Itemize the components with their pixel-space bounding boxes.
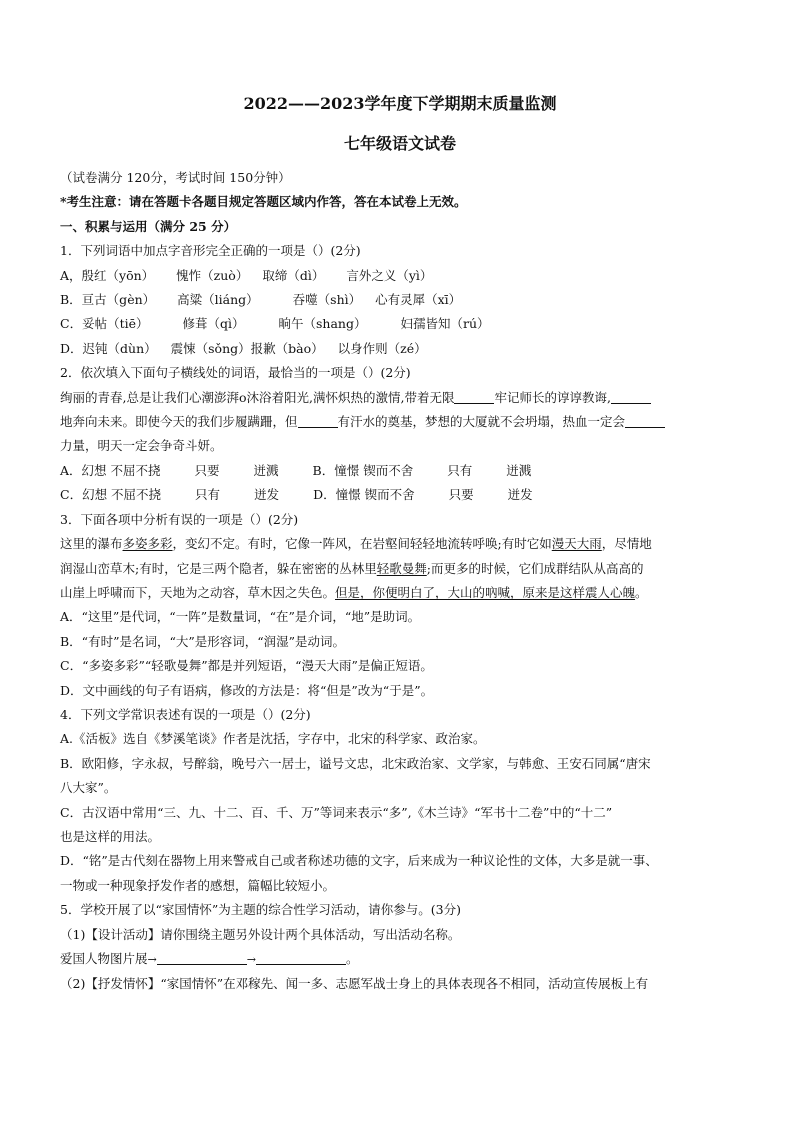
q1-d-3: 以身作则（zé） <box>337 340 427 356</box>
q3-option-c: C．“多姿多彩”“轻歌曼舞”都是并列短语，“漫天大雨”是偏正短语。 <box>60 658 433 674</box>
q5-text: 。 <box>345 951 359 966</box>
q2-passage-line2 <box>60 410 740 434</box>
q2-text: 地奔向未来。即使今天的我们步履蹒跚，但 <box>60 414 298 430</box>
q4-option-c-line1: C．古汉语中常用“三、九、十二、百、千、万”等词来表示“多”,《木兰诗》“军书十二卷”中的“十二” <box>60 804 613 820</box>
arrow-icon: → <box>147 953 157 966</box>
q3-underlined: 轻歌曼舞 <box>376 560 427 576</box>
q4-option-b-line2: 八大家”。 <box>60 780 117 796</box>
q3-option-d: D．文中画线的句子有语病，修改的方法是：将“但是”改为“于是”。 <box>60 682 434 698</box>
q2-b-2: 只有 <box>447 462 473 478</box>
q2-a-2: 只要 <box>194 462 220 478</box>
q1-option-a <box>60 264 740 288</box>
q3-passage-line3 <box>60 581 740 605</box>
q5-sub1: （1)【设计活动】请你围绕主题另外设计两个具体活动，写出活动名称。 <box>60 926 461 942</box>
q5-stem: 5．学校开展了以“家国情怀”为主题的综合性学习活动，请你参与。(3分) <box>60 902 461 918</box>
q2-a-1: A．幻想 不屈不挠 <box>60 462 161 478</box>
exam-info: （试卷满分 120分，考试时间 150分钟） <box>60 170 291 185</box>
q3-text: 润湿山峦草木;有时，它是三两个隐者，躲在密密的丛林里 <box>60 560 377 576</box>
q3-stem: 3．下面各项中分析有误的一项是（）(2分) <box>60 511 299 527</box>
q4-option-d-line1: D．“铭”是古代刻在器物上用来警戒自己或者称述功德的文字，后来成为一种议论性的文体，大多是就一事、 <box>60 853 658 869</box>
answer-blank <box>157 950 247 965</box>
q1-b-2: 高粱（liáng） <box>177 292 259 308</box>
q2-passage-line1 <box>60 386 740 410</box>
q1-option-c <box>60 312 740 336</box>
q2-options-ab <box>60 459 740 483</box>
q2-stem: 2．依次填入下面句子横线处的词语，最恰当的一项是（）(2分) <box>60 365 411 381</box>
q1-a-4: 言外之义（yì） <box>346 267 433 283</box>
q1-c-2: 修葺（qì） <box>182 316 245 332</box>
q1-c-4: 妇孺皆知（rú） <box>400 316 490 332</box>
q1-c-1: C．妥帖（tiē） <box>60 316 149 332</box>
q2-b-1: B．憧憬 锲而不舍 <box>312 462 414 478</box>
q2-b-3: 迸溅 <box>506 462 532 478</box>
q1-d-2: 震悚（sǒng）报歉（bào） <box>170 340 324 356</box>
q1-option-b <box>60 288 740 312</box>
exam-page <box>60 94 740 997</box>
answer-blank <box>625 413 665 428</box>
q3-text: 。 <box>635 584 648 600</box>
q1-a-2: 愧怍（zuò） <box>176 267 249 283</box>
q5-activity-example: 爱国人物图片展 <box>60 951 148 966</box>
q2-text: 牢记师长的谆谆教诲, <box>494 389 611 405</box>
answer-blank <box>611 389 651 404</box>
q2-d-3: 迸发 <box>507 487 533 503</box>
q2-a-3: 迸溅 <box>253 462 279 478</box>
arrow-icon: → <box>246 953 256 966</box>
q2-d-1: D．憧憬 锲而不舍 <box>313 487 415 503</box>
q3-text: ，尽情地 <box>601 536 652 552</box>
q2-options-cd <box>60 483 740 507</box>
q3-underlined: 漫天大雨 <box>551 536 602 552</box>
exam-title: 2022——2023学年度下学期期末质量监测 <box>243 94 557 113</box>
q2-c-3: 迸发 <box>254 487 280 503</box>
q4-option-c-line2: 也是这样的用法。 <box>60 828 161 844</box>
answer-blank <box>454 389 494 404</box>
q2-d-2: 只要 <box>448 487 474 503</box>
q2-passage-line3: 力量，明天一定会争奇斗妍。 <box>60 438 223 454</box>
q5-sub2: （2)【抒发情怀】“家国情怀”在邓稼先、闻一多、志愿军战士身上的具体表现各不相同，活动宣传展板上有 <box>60 976 649 992</box>
q3-text: ，变幻不定。有时，它像一阵风，在岩壑间轻轻地流转呼唤;有时它如 <box>172 536 552 552</box>
q1-a-3: 取缔（dì） <box>262 267 325 283</box>
q2-text: 有汗水的奠基，梦想的大厦就不会坍塌，热血一定会 <box>337 414 626 430</box>
exam-subtitle: 七年级语文试卷 <box>343 134 456 153</box>
q3-option-a: A．“这里”是代词，“一阵”是数量词，“在”是介词，“地”是助词。 <box>60 609 421 625</box>
q2-c-1: C．幻想 不屈不挠 <box>60 487 162 503</box>
q3-underlined: 多姿多彩 <box>122 536 173 552</box>
q2-c-2: 只有 <box>195 487 221 503</box>
q4-option-d-line2: 一物或一种现象抒发作者的感想，篇幅比较短小。 <box>60 877 336 893</box>
q3-text: 这里的瀑布 <box>60 536 123 552</box>
candidate-notice: *考生注意：请在答题卡各题目规定答题区域内作答，答在本试卷上无效。 <box>60 194 467 210</box>
q1-c-3: 晌午（shang） <box>278 316 367 332</box>
q4-option-a: A.《活板》选自《梦溪笔谈》作者是沈括，字存中，北宋的科学家、政治家。 <box>60 731 486 747</box>
q2-text: 绚丽的青春,总是让我们心潮澎湃o沐浴着阳光,满怀炽热的激情,带着无限 <box>60 389 455 405</box>
q4-stem: 4．下列文学常识表述有误的一项是（）(2分) <box>60 706 311 722</box>
section-heading: 一、积累与运用（满分 25 分） <box>60 218 237 234</box>
q1-option-d <box>60 337 740 361</box>
q1-b-1: B．亘古（gèn） <box>60 292 156 308</box>
q3-text: 山崖上呼啸而下，天地为之动容，草木因之失色。 <box>60 584 336 600</box>
answer-blank <box>298 413 338 428</box>
q1-stem: 1．下列词语中加点字音形完全正确的一项是（）(2分) <box>60 243 361 259</box>
q3-option-b: B．“有时”是名词，“大”是形容词，“润湿”是动词。 <box>60 633 346 649</box>
q3-passage-line2 <box>60 557 740 581</box>
q3-passage-line1 <box>60 532 740 556</box>
q1-d-1: D．迟钝（dùn） <box>60 340 157 356</box>
q1-b-4: 心有灵犀（xī） <box>375 292 462 308</box>
q1-a-1: A，殷红（yōn） <box>60 267 155 283</box>
answer-blank <box>256 950 346 965</box>
q3-underlined-sentence: 但是，你便明白了，大山的吶喊，原来是这样震人心魄 <box>335 584 636 600</box>
q3-text: ;而更多的时候，它们成群结队从高高的 <box>426 560 644 576</box>
q1-b-3: 吞噬（shì） <box>292 292 362 308</box>
q5-sub1-answer-line <box>60 947 740 972</box>
q4-option-b-line1: B．欧阳修，字永叔，号醉翁，晚号六一居士，谥号文忠，北宋政治家、文学家，与韩愈、王安石同属“唐宋 <box>60 755 651 771</box>
